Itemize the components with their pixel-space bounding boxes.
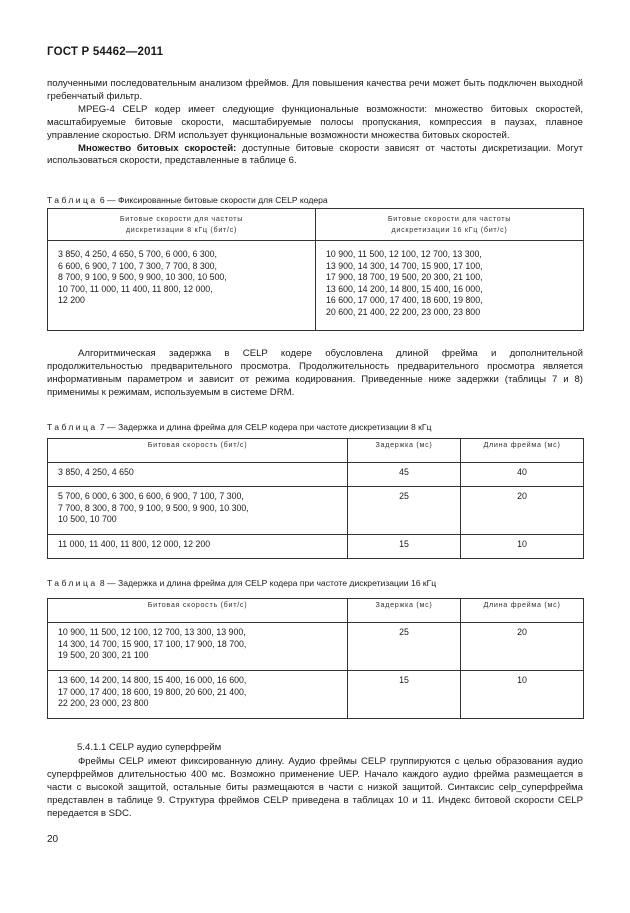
cell-line: 3 850, 4 250, 4 650, 5 700, 6 000, 6 300, [58,249,217,259]
table-caption [47,422,431,432]
intro-text [47,78,583,168]
cell-line: 10 500, 10 700 [58,514,117,525]
document-header: ГОСТ Р 54462—2011 [47,46,164,58]
cell-line: 13 600, 14 200, 14 800, 15 400, 16 000, 16 600, [58,675,247,685]
caption-text: 6 — Фиксированные битовые скорости для CELP кодера [99,195,328,205]
table-cell [48,487,348,535]
table-cell [48,623,348,671]
table-row [48,487,584,535]
caption-label: Таблица [47,578,98,588]
paragraph: Фреймы CELP имеют фиксированную длину. Аудио фреймы CELP группируются с целью образования аудио суперфреймов длительностью 400 мс. Возможно применение UEP. Начало каждого аудио фрейма размещается в части с высокой защитой, остальные биты размещаются в части с низкой защитой. Синтаксис celp_суперфрейма представлен в таблице 9. Структура фреймов CELP приведена в таблицах 10 и 11. Индекс битовой скорости CELP передается в SDC. [47,756,583,819]
paragraph-text: доступные битовые скорости зависят от частоты дискретизации. Могут использоваться скорости, представленные в таблице 6. [47,142,583,167]
column-header: Задержка (мс) [348,439,461,463]
table-cell [48,463,348,487]
table-cell: 10 [461,535,584,559]
cell-line: 11 000, 11 400, 11 800, 12 000, 12 200 [58,539,211,549]
header-line: дискретизации 8 кГц (бит/с) [125,225,238,234]
section-heading: 5.4.1.1 CELP аудио суперфрейм [77,742,222,753]
table-cell [48,671,348,719]
column-header: Длина фрейма (мс) [461,439,584,463]
cell-line: 5 700, 6 000, 6 300, 6 600, 6 900, 7 100, 7 300, [58,491,244,501]
table-cell: 25 [348,487,461,535]
table-cell: 10 [461,671,584,719]
cell-line: 13 600, 14 200, 14 800, 15 400, 16 000, [326,283,483,294]
caption-label: Таблица [47,422,98,432]
column-header: Длина фрейма (мс) [461,599,584,623]
table-cell: 15 [348,535,461,559]
table-cell: 20 [461,487,584,535]
header-line: Битовые скорости для частоты [387,214,512,223]
cell-line: 6 600, 6 900, 7 100, 7 300, 7 700, 8 300, [58,260,217,271]
section-text [47,756,583,821]
caption-label: Таблица [47,195,98,205]
header-line: дискретизации 16 кГц (бит/с) [391,225,508,234]
cell-line: 10 900, 11 500, 12 100, 12 700, 13 300, [326,249,482,259]
bold-term: Множество битовых скоростей: [78,142,237,154]
table-cell: 20 [461,623,584,671]
column-header [316,209,584,241]
table-cell [48,241,316,331]
cell-line: 8 700, 9 100, 9 500, 9 900, 10 300, 10 500, [58,272,227,283]
table-row [48,623,584,671]
page-number: 20 [47,834,59,845]
column-header: Битовая скорость (бит/с) [48,599,348,623]
table-row [48,241,584,331]
column-header [48,209,316,241]
cell-line: 16 600, 17 000, 17 400, 18 600, 19 800, [326,295,483,306]
cell-line: 17 000, 17 400, 18 600, 19 800, 20 600, 21 400, [58,686,247,697]
table-cell: 45 [348,463,461,487]
paragraph: полученными последовательным анализом фреймов. Для повышения качества речи может быть подключен выходной гребенчатый фильтр. [47,78,583,102]
caption-text: 7 — Задержка и длина фрейма для CELP кодера при частоте дискретизации 8 кГц [99,422,432,432]
cell-line: 14 300, 14 700, 15 900, 17 100, 17 900, 18 700, [58,638,247,649]
cell-line: 10 900, 11 500, 12 100, 12 700, 13 300, 13 900, [58,627,246,637]
caption-text: 8 — Задержка и длина фрейма для CELP кодера при частоте дискретизации 16 кГц [99,578,437,588]
table-7 [47,438,584,559]
table-caption [47,195,328,205]
table-8 [47,598,584,719]
table-row [48,463,584,487]
table-6 [47,208,584,331]
table-cell: 15 [348,671,461,719]
table-cell: 40 [461,463,584,487]
cell-line: 7 700, 8 300, 8 700, 9 100, 9 500, 9 900, 10 300, [58,502,249,513]
cell-line: 3 850, 4 250, 4 650 [58,467,134,477]
paragraph: MPEG-4 CELP кодер имеет следующие функциональные возможности: множество битовых скоростей, масштабируемые битовые скорости, масштабируемые полосы пропускания, компрессия в паузах, плавное управление скоростью. DRM использует функциональные возможности множества битовых скоростей. [47,103,583,141]
paragraph [47,143,583,169]
table-cell [48,535,348,559]
cell-line: 19 500, 20 300, 21 100 [58,650,149,661]
table-cell [316,241,584,331]
cell-line: 10 700, 11 000, 11 400, 11 800, 12 000, [58,283,213,294]
cell-line: 17 900, 18 700, 19 500, 20 300, 21 100, [326,272,483,283]
paragraph: Алгоритмическая задержка в CELP кодере обусловлена длиной фрейма и дополнительной продолжительностью предварительного просмотра. Продолжительность предварительного просмотра является информативным параметром и зависит от режима кодирования. Приведенные ниже задержки (таблицы 7 и 8) применимы к режимам, используемым в системе DRM. [47,348,583,398]
table-cell: 25 [348,623,461,671]
column-header: Битовая скорость (бит/с) [48,439,348,463]
table-caption [47,578,436,588]
middle-text [47,348,583,400]
column-header: Задержка (мс) [348,599,461,623]
cell-line: 20 600, 21 400, 22 200, 23 000, 23 800 [326,306,481,317]
header-line: Битовые скорости для частоты [119,214,244,223]
table-row [48,535,584,559]
cell-line: 13 900, 14 300, 14 700, 15 900, 17 100, [326,260,483,271]
table-row [48,671,584,719]
cell-line: 22 200, 23 000, 23 800 [58,698,149,709]
cell-line: 12 200 [58,295,85,306]
